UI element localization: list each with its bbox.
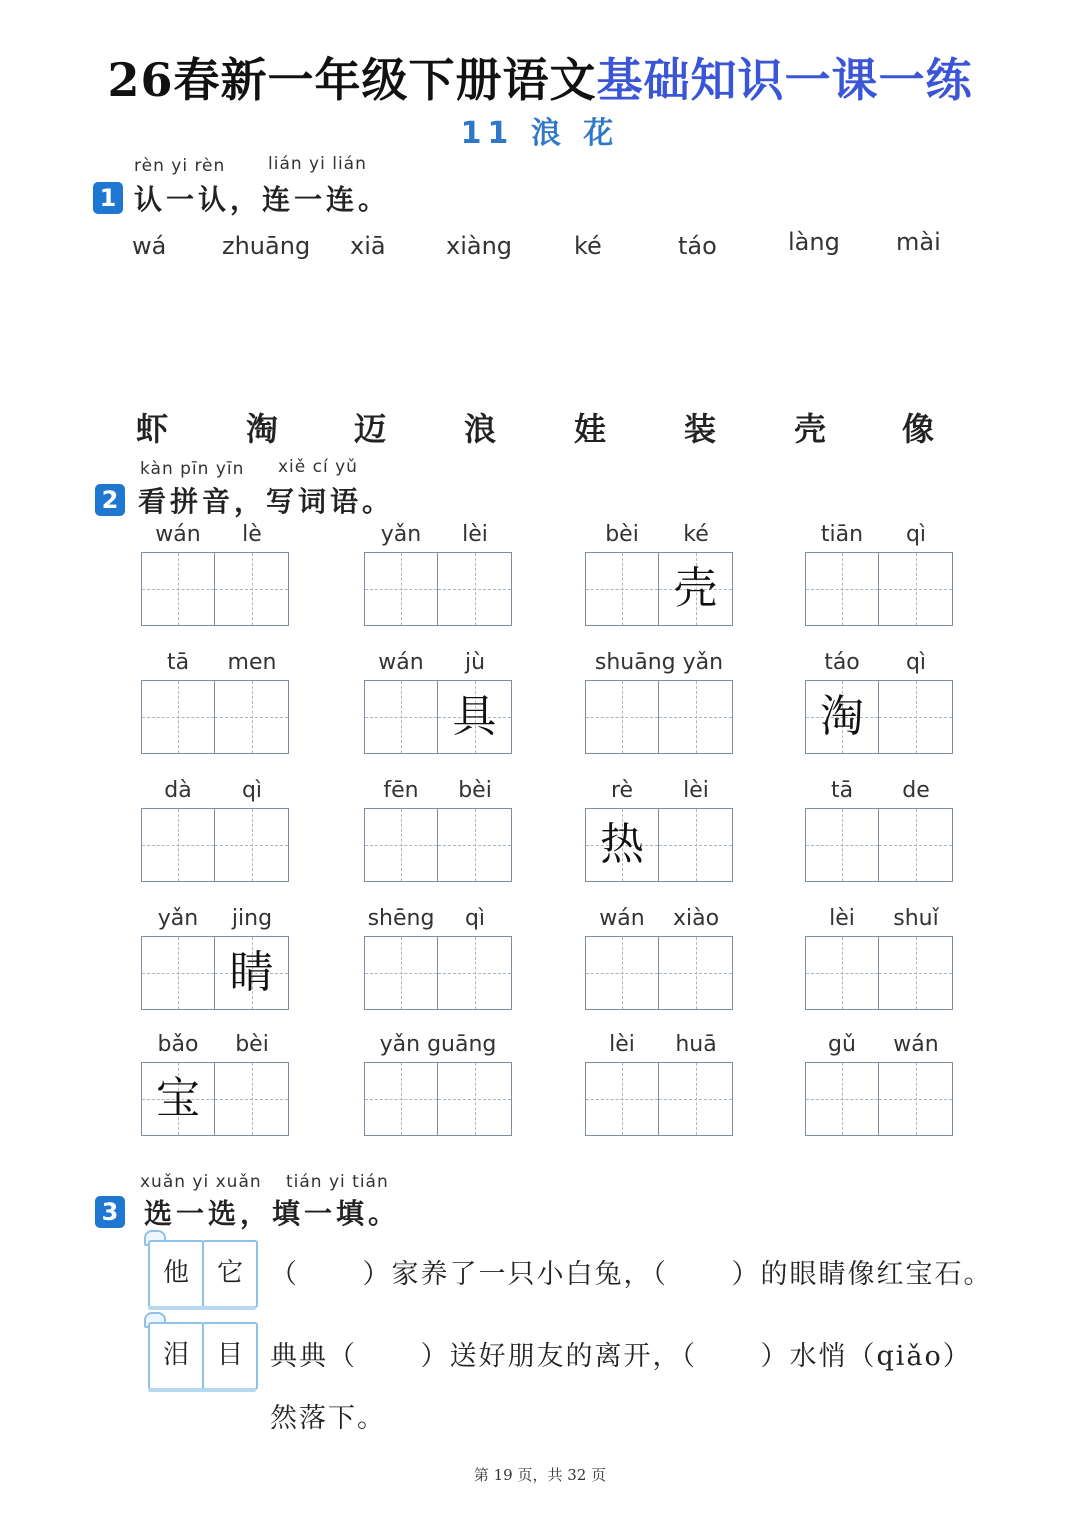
pinyin-item[interactable]: xiā [350,232,386,260]
word-pinyin-2: de [902,778,930,803]
page-title [0,44,1080,110]
word-pinyin-1: wán [378,650,424,675]
tianzige-box[interactable] [585,808,659,882]
tianzige-box[interactable] [215,552,289,626]
box-char: 睛 [229,947,274,998]
tianzige-box[interactable] [438,1062,512,1136]
word-pinyin-1: fēn [383,778,419,803]
word-pinyin-2: jing [231,906,273,931]
question1-text: （ ）家养了一只小白兔，（ ）的眼睛像红宝石。 [270,1259,993,1290]
tianzige-box[interactable] [805,808,879,882]
box-char: 宝 [156,1073,200,1124]
question2-text-cont: 然落下。 [270,1403,386,1434]
tianzige-box[interactable] [215,680,289,754]
word-pinyin-2: shuǐ [893,906,939,931]
section1-pinyin-b: lián yi lián [268,154,367,174]
box-char: 热 [600,819,644,870]
tianzige-box[interactable] [141,936,215,1010]
option-tā-it[interactable]: 它 [202,1240,258,1308]
tianzige-box[interactable] [215,1062,289,1136]
section2-pinyin-a: kàn pīn yīn [140,459,245,479]
tianzige-box[interactable] [585,936,659,1010]
word-pinyin-2: xiào [672,906,720,931]
tianzige-box[interactable] [805,1062,879,1136]
section3-pinyin-a: xuǎn yi xuǎn [140,1172,262,1192]
tianzige-box[interactable] [879,552,953,626]
option-lèi-tear[interactable]: 泪 [148,1322,204,1390]
tianzige-box[interactable] [659,680,733,754]
tianzige-box[interactable] [141,680,215,754]
section3-pinyin-b: tián yi tián [286,1172,389,1192]
pinyin-item[interactable]: táo [678,232,717,260]
tianzige-box[interactable] [805,936,879,1010]
word-pinyin-1: bǎo [157,1032,199,1057]
box-char: 具 [452,691,497,742]
tianzige-box[interactable] [585,680,659,754]
word-pinyin-2: bèi [235,1032,269,1057]
tianzige-box[interactable] [585,552,659,626]
page-footer: 第 19 页，共 32 页 [473,1466,607,1484]
word-pinyin: shuāng yǎn [594,650,724,675]
section2-number-badge: 2 [95,484,125,516]
tianzige-box[interactable] [659,936,733,1010]
word-pinyin-1: rè [610,778,634,803]
tianzige-box[interactable] [659,808,733,882]
word-pinyin-2: jù [464,650,486,675]
tianzige-box[interactable] [438,808,512,882]
option-book-2 [148,1322,256,1390]
tianzige-box[interactable] [585,1062,659,1136]
title-part1: 26春新一年级下册语文 [107,53,597,107]
tianzige-box[interactable] [364,552,438,626]
word-pinyin: yǎn guāng [379,1032,497,1057]
char-item[interactable]: 浪 [464,410,497,448]
char-item[interactable]: 装 [684,410,717,448]
pinyin-item[interactable]: mài [896,228,941,256]
tianzige-box[interactable] [879,936,953,1010]
tianzige-box[interactable] [438,552,512,626]
pinyin-item[interactable]: ké [574,232,602,260]
box-char: 淘 [820,691,864,742]
tianzige-box[interactable] [141,1062,215,1136]
tianzige-box[interactable] [659,1062,733,1136]
tianzige-box[interactable] [364,1062,438,1136]
word-pinyin-2: lèi [683,778,709,803]
pinyin-item[interactable]: wá [132,232,167,260]
word-pinyin-1: wán [599,906,645,931]
pinyin-item[interactable]: làng [788,228,840,256]
char-item[interactable]: 淘 [246,410,279,448]
tianzige-box[interactable] [805,680,879,754]
tianzige-box[interactable] [805,552,879,626]
word-pinyin-1: yǎn [380,522,422,547]
option-tā-he[interactable]: 他 [148,1240,204,1308]
word-pinyin-1: bèi [605,522,639,547]
tianzige-box[interactable] [141,808,215,882]
box-char: 壳 [673,563,718,614]
word-pinyin-1: dà [164,778,192,803]
tianzige-box[interactable] [659,552,733,626]
word-pinyin-2: qì [905,650,927,675]
word-pinyin-2: ké [683,522,709,547]
word-pinyin-2: lè [242,522,262,547]
tianzige-box[interactable] [438,936,512,1010]
tianzige-box[interactable] [879,808,953,882]
section3-title: 选一选，填一填。 [144,1197,401,1230]
word-pinyin-1: gǔ [828,1032,856,1057]
lesson-title: 11 浪 花 [460,116,620,151]
section2-pinyin-b: xiě cí yǔ [278,457,358,477]
title-part2: 基础知识一课一练 [596,53,973,107]
tianzige-box[interactable] [364,808,438,882]
section1-title: 认一认，连一连。 [134,183,391,216]
word-pinyin-2: qì [464,906,486,931]
pinyin-item[interactable]: xiàng [446,232,513,260]
char-item[interactable]: 娃 [574,410,607,448]
tianzige-box[interactable] [215,936,289,1010]
tianzige-box[interactable] [364,680,438,754]
tianzige-box[interactable] [215,808,289,882]
word-pinyin-2: huā [675,1032,717,1057]
word-pinyin-2: men [227,650,277,675]
tianzige-box[interactable] [879,1062,953,1136]
word-pinyin-1: táo [824,650,860,675]
word-pinyin-1: tā [830,778,854,803]
word-pinyin-2: wán [893,1032,939,1057]
pinyin-item[interactable]: zhuāng [222,232,311,260]
char-item[interactable]: 迈 [354,410,387,448]
word-pinyin-1: tiān [820,522,864,547]
word-pinyin-2: qì [241,778,263,803]
section1-number-badge: 1 [93,182,123,214]
word-pinyin-2: qì [905,522,927,547]
word-pinyin-1: shēng [367,906,435,931]
section3-number-badge: 3 [95,1196,125,1228]
word-pinyin-1: yǎn [157,906,199,931]
word-pinyin-1: tā [166,650,190,675]
word-pinyin-2: bèi [458,778,492,803]
char-item[interactable]: 像 [902,410,935,448]
option-mù-eye[interactable]: 目 [202,1322,258,1390]
char-item[interactable]: 虾 [136,410,169,448]
tianzige-box[interactable] [438,680,512,754]
char-item[interactable]: 壳 [794,410,827,448]
word-pinyin-1: wán [155,522,201,547]
question2-text: 典典（ ）送好朋友的离开，（ ）水悄（qiǎo） [270,1341,972,1372]
option-book-1 [148,1240,256,1308]
tianzige-box[interactable] [364,936,438,1010]
section2-title: 看拼音，写词语。 [138,485,395,518]
tianzige-box[interactable] [141,552,215,626]
word-pinyin-1: lèi [829,906,855,931]
tianzige-box[interactable] [879,680,953,754]
word-pinyin-1: lèi [609,1032,635,1057]
word-pinyin-2: lèi [462,522,488,547]
section1-pinyin-a: rèn yi rèn [134,156,226,176]
